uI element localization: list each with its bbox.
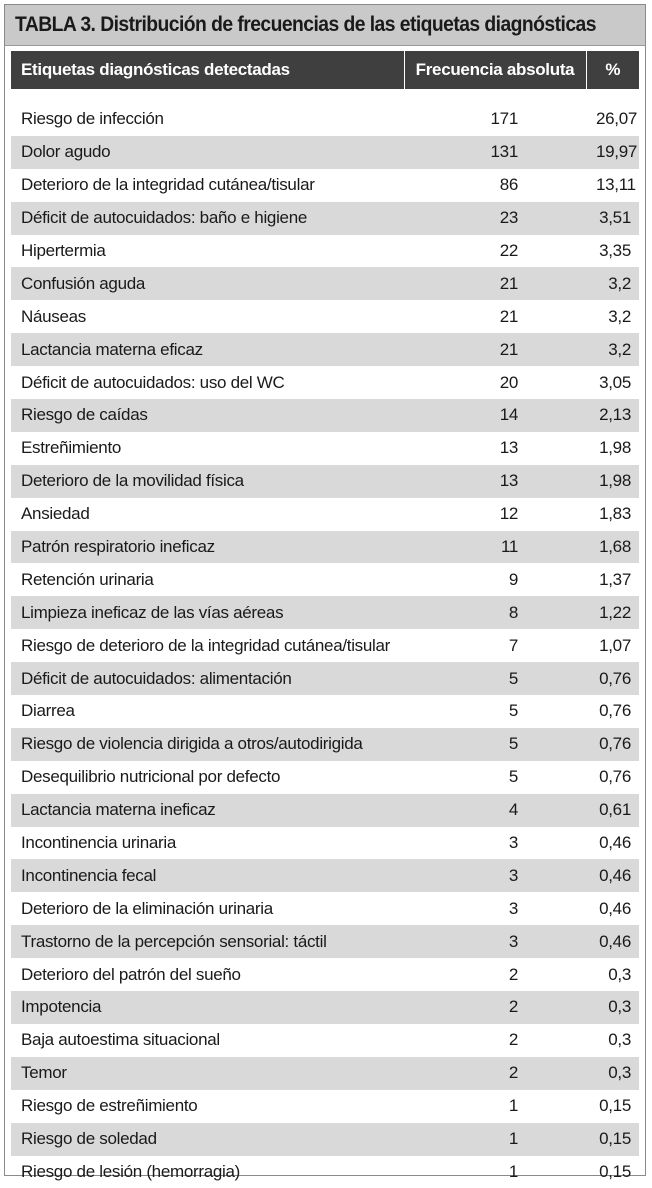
cell-frequency: 1 (404, 1123, 586, 1156)
cell-label: Desequilibrio nutricional por defecto (11, 761, 404, 794)
cell-label: Riesgo de caídas (11, 399, 404, 432)
cell-label: Riesgo de infección (11, 103, 404, 136)
table-row (11, 202, 639, 235)
cell-frequency: 171 (404, 103, 586, 136)
cell-percent: 0,46 (586, 827, 639, 860)
cell-percent: 3,2 (586, 333, 639, 366)
cell-frequency: 5 (404, 695, 586, 728)
table-title-bar (5, 5, 645, 46)
cell-label: Deterioro de la integridad cutánea/tisular (11, 169, 404, 202)
table-row (11, 596, 639, 629)
cell-frequency: 3 (404, 892, 586, 925)
cell-percent: 0,46 (586, 925, 639, 958)
cell-label: Deterioro del patrón del sueño (11, 958, 404, 991)
cell-percent: 1,68 (586, 531, 639, 564)
table-row (11, 103, 639, 136)
cell-frequency: 2 (404, 1057, 586, 1090)
cell-percent: 1,98 (586, 432, 639, 465)
cell-label: Náuseas (11, 300, 404, 333)
cell-percent: 1,83 (586, 498, 639, 531)
cell-label: Confusión aguda (11, 267, 404, 300)
cell-percent: 0,15 (586, 1123, 639, 1156)
table-row (11, 1123, 639, 1156)
cell-frequency: 2 (404, 1024, 586, 1057)
table-row (11, 300, 639, 333)
frequency-table (11, 51, 639, 1188)
table-row (11, 465, 639, 498)
cell-label: Riesgo de deterioro de la integridad cutánea/tisular (11, 629, 404, 662)
cell-frequency: 1 (404, 1090, 586, 1123)
table-row (11, 662, 639, 695)
cell-frequency: 22 (404, 235, 586, 268)
cell-frequency: 2 (404, 958, 586, 991)
table-header-row (11, 51, 639, 89)
table-row (11, 498, 639, 531)
cell-frequency: 3 (404, 827, 586, 860)
cell-percent: 0,76 (586, 761, 639, 794)
cell-frequency: 13 (404, 432, 586, 465)
table-row (11, 1024, 639, 1057)
table-row (11, 366, 639, 399)
cell-frequency: 14 (404, 399, 586, 432)
table-container (11, 51, 639, 1171)
cell-frequency: 20 (404, 366, 586, 399)
header-frequency: Frecuencia absoluta (404, 51, 586, 89)
cell-frequency: 86 (404, 169, 586, 202)
cell-percent: 3,2 (586, 267, 639, 300)
cell-percent: 0,15 (586, 1156, 639, 1188)
table-row (11, 169, 639, 202)
header-label: Etiquetas diagnósticas detectadas (11, 51, 404, 89)
table-row (11, 958, 639, 991)
cell-percent: 1,98 (586, 465, 639, 498)
cell-label: Deterioro de la eliminación urinaria (11, 892, 404, 925)
cell-percent: 0,76 (586, 662, 639, 695)
cell-frequency: 5 (404, 761, 586, 794)
cell-frequency: 21 (404, 267, 586, 300)
cell-percent: 13,11 (586, 169, 639, 202)
cell-label: Diarrea (11, 695, 404, 728)
header-percent: % (586, 51, 639, 89)
table-row (11, 629, 639, 662)
cell-label: Dolor agudo (11, 136, 404, 169)
header-spacer (11, 89, 639, 103)
table-row (11, 1090, 639, 1123)
cell-label: Incontinencia fecal (11, 859, 404, 892)
cell-percent: 3,05 (586, 366, 639, 399)
cell-label: Riesgo de lesión (hemorragia) (11, 1156, 404, 1188)
cell-label: Déficit de autocuidados: baño e higiene (11, 202, 404, 235)
cell-label: Impotencia (11, 991, 404, 1024)
table-row (11, 859, 639, 892)
cell-percent: 1,07 (586, 629, 639, 662)
cell-percent: 0,3 (586, 1024, 639, 1057)
table-row (11, 267, 639, 300)
cell-percent: 1,22 (586, 596, 639, 629)
cell-label: Limpieza ineficaz de las vías aéreas (11, 596, 404, 629)
table-row (11, 991, 639, 1024)
cell-label: Déficit de autocuidados: alimentación (11, 662, 404, 695)
table-row (11, 695, 639, 728)
cell-percent: 0,15 (586, 1090, 639, 1123)
table-frame (4, 4, 646, 1176)
cell-percent: 0,3 (586, 991, 639, 1024)
cell-percent: 2,13 (586, 399, 639, 432)
cell-frequency: 3 (404, 925, 586, 958)
cell-frequency: 4 (404, 794, 586, 827)
cell-label: Ansiedad (11, 498, 404, 531)
table-row (11, 235, 639, 268)
cell-label: Hipertermia (11, 235, 404, 268)
cell-frequency: 5 (404, 728, 586, 761)
cell-frequency: 131 (404, 136, 586, 169)
cell-frequency: 9 (404, 563, 586, 596)
cell-label: Estreñimiento (11, 432, 404, 465)
cell-frequency: 23 (404, 202, 586, 235)
cell-percent: 3,35 (586, 235, 639, 268)
cell-frequency: 11 (404, 531, 586, 564)
table-row (11, 136, 639, 169)
cell-label: Lactancia materna ineficaz (11, 794, 404, 827)
table-row (11, 432, 639, 465)
cell-label: Patrón respiratorio ineficaz (11, 531, 404, 564)
table-row (11, 1057, 639, 1090)
table-row (11, 761, 639, 794)
cell-label: Lactancia materna eficaz (11, 333, 404, 366)
table-row (11, 1156, 639, 1188)
cell-percent: 0,76 (586, 695, 639, 728)
cell-label: Incontinencia urinaria (11, 827, 404, 860)
cell-label: Trastorno de la percepción sensorial: táctil (11, 925, 404, 958)
cell-percent: 26,07 (586, 103, 639, 136)
table-row (11, 794, 639, 827)
cell-label: Baja autoestima situacional (11, 1024, 404, 1057)
cell-percent: 0,61 (586, 794, 639, 827)
cell-frequency: 3 (404, 859, 586, 892)
table-row (11, 728, 639, 761)
cell-frequency: 12 (404, 498, 586, 531)
table-row (11, 333, 639, 366)
cell-frequency: 21 (404, 333, 586, 366)
cell-frequency: 7 (404, 629, 586, 662)
cell-percent: 0,3 (586, 1057, 639, 1090)
cell-frequency: 13 (404, 465, 586, 498)
cell-percent: 3,2 (586, 300, 639, 333)
table-title: TABLA 3. Distribución de frecuencias de las etiquetas diagnósticas (15, 13, 596, 37)
cell-label: Retención urinaria (11, 563, 404, 596)
cell-label: Temor (11, 1057, 404, 1090)
cell-label: Riesgo de estreñimiento (11, 1090, 404, 1123)
cell-frequency: 2 (404, 991, 586, 1024)
table-row (11, 531, 639, 564)
cell-frequency: 5 (404, 662, 586, 695)
table-row (11, 827, 639, 860)
cell-percent: 0,46 (586, 859, 639, 892)
table-row (11, 563, 639, 596)
cell-percent: 3,51 (586, 202, 639, 235)
cell-percent: 0,3 (586, 958, 639, 991)
cell-frequency: 21 (404, 300, 586, 333)
cell-label: Riesgo de violencia dirigida a otros/autodirigida (11, 728, 404, 761)
cell-label: Déficit de autocuidados: uso del WC (11, 366, 404, 399)
cell-label: Deterioro de la movilidad física (11, 465, 404, 498)
cell-percent: 0,46 (586, 892, 639, 925)
cell-frequency: 1 (404, 1156, 586, 1188)
table-row (11, 399, 639, 432)
cell-percent: 19,97 (586, 136, 639, 169)
table-row (11, 892, 639, 925)
table-row (11, 925, 639, 958)
cell-percent: 0,76 (586, 728, 639, 761)
cell-frequency: 8 (404, 596, 586, 629)
cell-label: Riesgo de soledad (11, 1123, 404, 1156)
cell-percent: 1,37 (586, 563, 639, 596)
